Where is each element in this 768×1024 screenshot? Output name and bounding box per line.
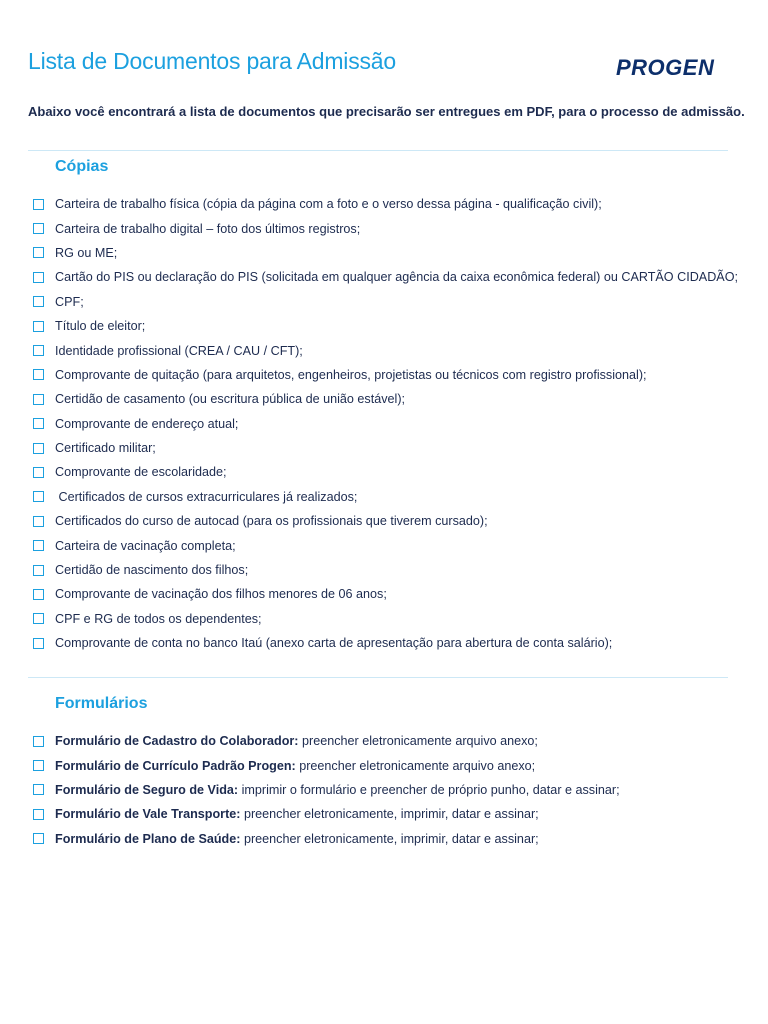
checkbox[interactable]	[33, 760, 44, 771]
form-instruction: imprimir o formulário e preencher de próprio punho, datar e assinar;	[238, 782, 620, 797]
list-item-label: Carteira de vacinação completa;	[55, 538, 236, 553]
list-item-label: Comprovante de conta no banco Itaú (anexo carta de apresentação para abertura de conta salário);	[55, 636, 613, 651]
list-item-label: Comprovante de escolaridade;	[55, 465, 227, 480]
list-item	[33, 533, 763, 557]
list-item-label: Comprovante de endereço atual;	[55, 416, 239, 431]
list-item	[33, 607, 763, 631]
checkbox[interactable]	[33, 589, 44, 600]
list-item	[33, 290, 763, 314]
checkbox[interactable]	[33, 443, 44, 454]
list-item	[33, 216, 763, 240]
checkbox[interactable]	[33, 199, 44, 210]
checkbox[interactable]	[33, 809, 44, 820]
list-item	[33, 729, 763, 753]
checkbox[interactable]	[33, 272, 44, 283]
form-instruction: preencher eletronicamente, imprimir, datar e assinar;	[240, 807, 539, 822]
list-item	[33, 387, 763, 411]
copias-checklist	[33, 192, 763, 655]
list-item-label: Carteira de trabalho digital – foto dos últimos registros;	[55, 221, 361, 236]
form-name: Formulário de Vale Transporte:	[55, 807, 241, 822]
checkbox[interactable]	[33, 394, 44, 405]
section-title-copias: Cópias	[55, 158, 109, 175]
list-item	[33, 558, 763, 582]
list-item	[33, 827, 763, 851]
list-item	[33, 778, 763, 802]
section-divider	[28, 150, 728, 151]
list-item	[33, 338, 763, 362]
list-item-label: Certificado militar;	[55, 441, 156, 456]
list-item-label: Comprovante de quitação (para arquitetos, engenheiros, projetistas ou técnicos com registro profissional);	[55, 367, 647, 382]
list-item	[33, 753, 763, 777]
list-item-label: Identidade profissional (CREA / CAU / CFT);	[55, 343, 303, 358]
intro-text: Abaixo você encontrará a lista de documentos que precisarão ser entregues em PDF, para o processo de admissão.	[28, 104, 745, 119]
list-item	[33, 509, 763, 533]
list-item-label: RG ou ME;	[55, 245, 118, 260]
list-item-label: CPF e RG de todos os dependentes;	[55, 611, 262, 626]
progen-logo	[614, 54, 742, 80]
checkbox[interactable]	[33, 345, 44, 356]
list-item	[33, 241, 763, 265]
form-name: Formulário de Seguro de Vida:	[55, 782, 239, 797]
list-item	[33, 436, 763, 460]
list-item-label: Carteira de trabalho física (cópia da página com a foto e o verso dessa página - qualificação civil);	[55, 197, 602, 212]
checkbox[interactable]	[33, 247, 44, 258]
formularios-checklist	[33, 729, 763, 851]
list-item-label	[55, 783, 620, 797]
list-item	[33, 412, 763, 436]
checkbox[interactable]	[33, 638, 44, 649]
list-item-label: Certidão de casamento (ou escritura pública de união estável);	[55, 392, 406, 407]
list-item-label	[55, 759, 535, 773]
list-item-label: Certificados do curso de autocad (para os profissionais que tiverem cursado);	[55, 514, 488, 529]
list-item-label: Certidão de nascimento dos filhos;	[55, 563, 249, 578]
checkbox[interactable]	[33, 296, 44, 307]
checkbox[interactable]	[33, 369, 44, 380]
checkbox[interactable]	[33, 736, 44, 747]
list-item-label	[55, 734, 538, 748]
form-name: Formulário de Cadastro do Colaborador:	[55, 734, 299, 749]
page-title: Lista de Documentos para Admissão	[28, 48, 396, 74]
list-item	[33, 314, 763, 338]
checkbox[interactable]	[33, 540, 44, 551]
list-item	[33, 265, 763, 289]
checkbox[interactable]	[33, 833, 44, 844]
checkbox[interactable]	[33, 418, 44, 429]
list-item-label: Comprovante de vacinação dos filhos menores de 06 anos;	[55, 587, 387, 602]
list-item-label	[55, 832, 539, 846]
checkbox[interactable]	[33, 565, 44, 576]
list-item-label	[55, 807, 539, 821]
list-item	[33, 363, 763, 387]
list-item	[33, 631, 763, 655]
checkbox[interactable]	[33, 613, 44, 624]
list-item	[33, 460, 763, 484]
checkbox[interactable]	[33, 223, 44, 234]
form-instruction: preencher eletronicamente arquivo anexo;	[295, 758, 536, 773]
checkbox[interactable]	[33, 491, 44, 502]
list-item-label: Cartão do PIS ou declaração do PIS (solicitada em qualquer agência da caixa econômica federal) ou CARTÃO CIDADÃO;	[55, 270, 738, 285]
form-name: Formulário de Currículo Padrão Progen:	[55, 758, 296, 773]
list-item	[33, 192, 763, 216]
list-item	[33, 485, 763, 509]
checkbox[interactable]	[33, 321, 44, 332]
list-item-label: CPF;	[55, 294, 84, 309]
list-item	[33, 802, 763, 826]
list-item-label: Certificados de cursos extracurriculares já realizados;	[55, 489, 358, 504]
logo-text: PROGEN	[616, 55, 715, 80]
form-instruction: preencher eletronicamente, imprimir, datar e assinar;	[240, 831, 539, 846]
checkbox[interactable]	[33, 516, 44, 527]
list-item-label: Título de eleitor;	[55, 319, 146, 334]
section-divider	[28, 677, 728, 678]
list-item	[33, 582, 763, 606]
form-name: Formulário de Plano de Saúde:	[55, 831, 241, 846]
checkbox[interactable]	[33, 784, 44, 795]
form-instruction: preencher eletronicamente arquivo anexo;	[298, 734, 538, 749]
section-title-formularios: Formulários	[55, 695, 148, 712]
checkbox[interactable]	[33, 467, 44, 478]
